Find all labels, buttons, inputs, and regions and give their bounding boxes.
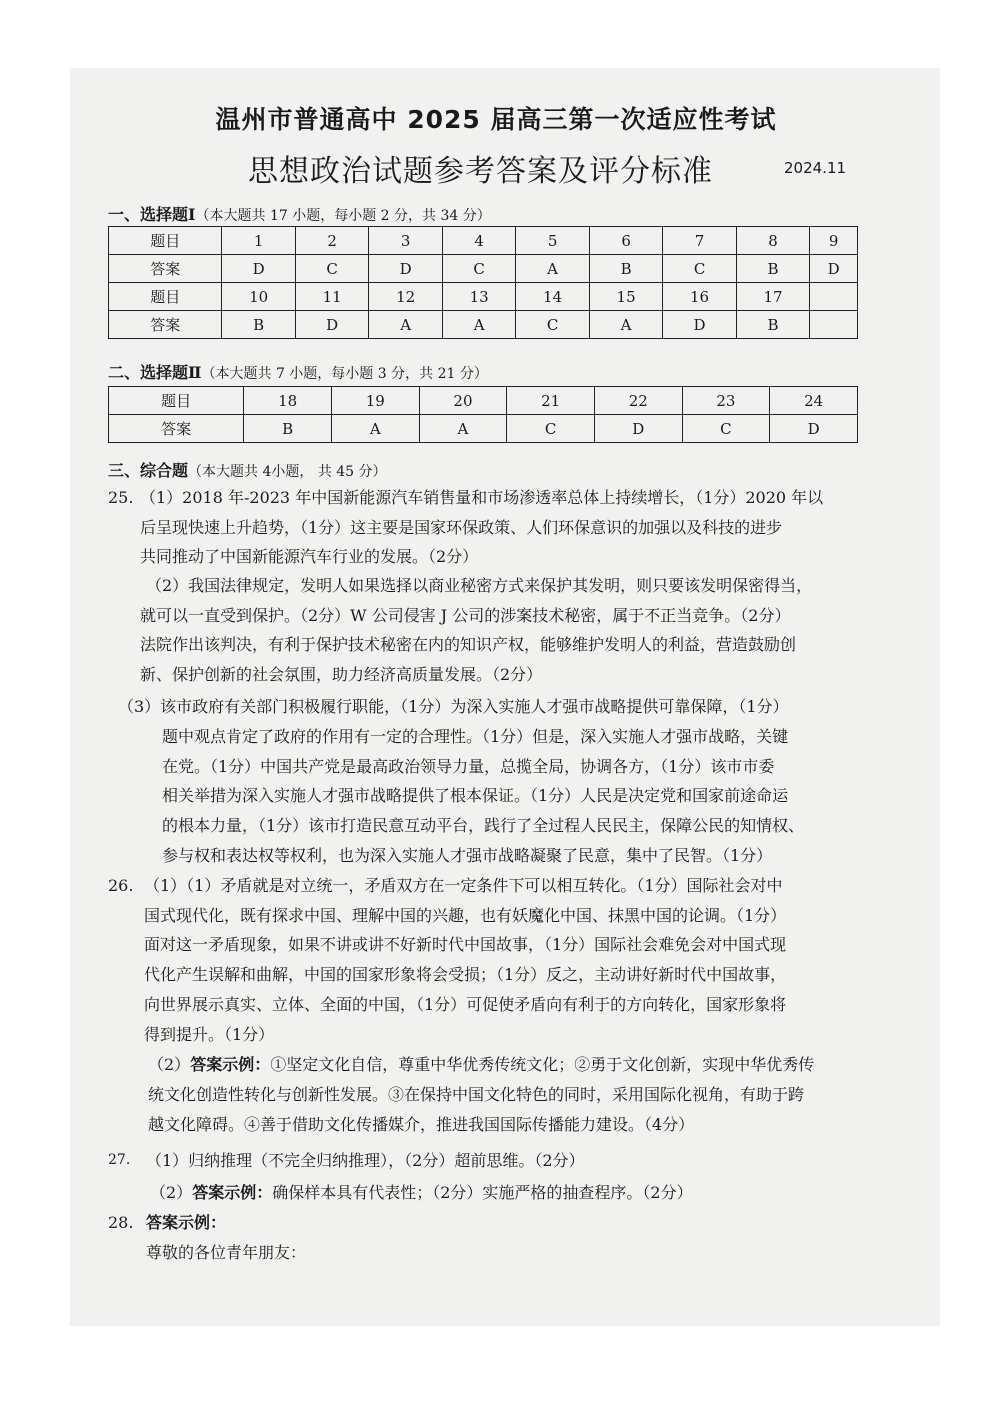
text-line: 新、保护创新的社会氛围，助力经济高质量发展。（2分） [140, 665, 543, 685]
text-line: 题中观点肯定了政府的作用有一定的合理性。（1分）但是，深入实施人才强市战略，关键 [162, 727, 789, 746]
text-line: 国式现代化，既有探求中国、理解中国的兴趣，也有妖魔化中国、抹黑中国的论调。（1分） [144, 905, 787, 925]
question-number-26: 26. [108, 876, 134, 895]
choice-answer-table-2 [108, 386, 858, 443]
table-cell: A [419, 415, 507, 443]
table-cell: 5 [516, 227, 589, 255]
table-cell: 23 [682, 387, 770, 415]
q28-answer-example-label [146, 1208, 226, 1238]
row-header-cell: 题目 [109, 227, 222, 255]
section3-note: （本大题共 4小题， 共 45 分） [188, 464, 387, 480]
row-header-cell: 答案 [109, 255, 222, 283]
table-cell: D [663, 311, 736, 339]
section2-note: （本大题共 7 小题，每小题 3 分，共 21 分） [201, 366, 488, 382]
q25-part3-first-line: （3）该市政府有关部门积极履行职能，（1分）为深入实施人才强市战略提供可靠保障，（1分） [118, 697, 789, 716]
q26-part2 [148, 1080, 804, 1139]
table-cell: 8 [736, 227, 809, 255]
table-cell: 12 [369, 283, 442, 311]
table-cell: A [589, 311, 662, 339]
table-cell: 16 [663, 283, 736, 311]
table-cell: 15 [589, 283, 662, 311]
text-line: 后呈现快速上升趋势，（1分）这主要是国家环保政策、人们环保意识的加强以及科技的进步 [140, 517, 783, 537]
table-cell: B [736, 311, 809, 339]
table-cell: 24 [770, 387, 858, 415]
text-line: 参与权和表达权等权利，也为深入实施人才强市战略凝聚了民意，集中了民智。（1分） [162, 845, 773, 865]
section3-heading [108, 458, 387, 481]
document-date: 2024.11 [784, 159, 847, 177]
q27-part2-text: 确保样本具有代表性；（2分）实施严格的抽查程序。（2分） [272, 1183, 693, 1202]
table-cell: B [244, 415, 332, 443]
row-header-cell: 题目 [109, 387, 244, 415]
text-line: 的根本力量，（1分）该市打造民意互动平台，践行了全过程人民民主，保障公民的知情权、 [162, 816, 805, 836]
table-cell: A [369, 311, 442, 339]
table-cell: B [736, 255, 809, 283]
table-cell: A [516, 255, 589, 283]
table-cell: 18 [244, 387, 332, 415]
row-header-cell: 题目 [109, 283, 222, 311]
table-cell: C [663, 255, 736, 283]
q28-label-text: 答案示例： [146, 1213, 227, 1232]
table-cell: D [770, 415, 858, 443]
document-title: 温州市普通高中 2025 届高三第一次适应性考试 [215, 105, 777, 134]
section1-heading [108, 202, 491, 225]
table-cell: C [682, 415, 770, 443]
text-line: 法院作出该判决，有利于保护技术秘密在内的知识产权，能够维护发明人的利益，营造鼓励创 [140, 635, 797, 655]
table-cell: D [369, 255, 442, 283]
table-cell: D [295, 311, 368, 339]
table-cell: D [594, 415, 682, 443]
section3-title: 三、综合题 [108, 461, 189, 480]
q27-answer-example-label: 答案示例： [192, 1183, 273, 1202]
q27-part2 [150, 1178, 693, 1208]
question-number-27: 27. [108, 1152, 131, 1168]
text-line: 得到提升。（1分） [144, 1024, 275, 1044]
text-line: （2）我国法律规定，发明人如果选择以商业秘密方式来保护其发明，则只要该发明保密得当， [146, 576, 813, 595]
text-line: 相关举措为深入实施人才强市战略提供了根本保证。（1分）人民是决定党和国家前途命运 [162, 786, 789, 806]
table-cell: 9 [810, 227, 858, 255]
text-line: （1）（1）矛盾就是对立统一，矛盾双方在一定条件下可以相互转化。（1分）国际社会对中 [144, 876, 783, 895]
table-cell: 6 [589, 227, 662, 255]
table-cell: 13 [442, 283, 515, 311]
table-row [109, 311, 858, 339]
text-line: 面对这一矛盾现象，如果不讲或讲不好新时代中国故事，（1分）国际社会难免会对中国式现 [144, 935, 787, 955]
text-line: 在党。（1分）中国共产党是最高政治领导力量，总揽全局，协调各方，（1分）该市市委 [162, 756, 775, 776]
q27-part1: （1）归纳推理（不完全归纳推理），（2分）超前思维。（2分） [146, 1151, 585, 1170]
row-header-cell: 答案 [109, 415, 244, 443]
q26-answer-example-label: 答案示例： [190, 1055, 271, 1074]
table-cell: 4 [442, 227, 515, 255]
section1-title: 一、选择题Ⅰ [108, 205, 196, 224]
table-cell: 19 [331, 387, 419, 415]
table-cell: 17 [736, 283, 809, 311]
table-cell: 22 [594, 387, 682, 415]
table-cell: B [222, 311, 295, 339]
table-row [109, 415, 858, 443]
q26-part2-text: ①坚定文化自信，尊重中华优秀传统文化；②勇于文化创新，实现中华优秀传 [270, 1055, 815, 1074]
q27-part2-prefix: （2） [150, 1183, 193, 1202]
table-cell: C [507, 415, 595, 443]
text-line: 共同推动了中国新能源汽车行业的发展。（2分） [140, 547, 479, 567]
table-cell: D [810, 255, 858, 283]
table-cell: C [516, 311, 589, 339]
q25-part3 [162, 722, 804, 871]
table-cell [810, 311, 858, 339]
table-row [109, 255, 858, 283]
table-cell: 10 [222, 283, 295, 311]
section1-note: （本大题共 17 小题，每小题 2 分，共 34 分） [195, 208, 491, 224]
table-row [109, 227, 858, 255]
table-cell: A [331, 415, 419, 443]
table-cell: 2 [295, 227, 368, 255]
table-cell: 20 [419, 387, 507, 415]
section2-heading [108, 360, 488, 383]
table-cell: 11 [295, 283, 368, 311]
text-line: 就可以一直受到保护。（2分）W 公司侵害 J 公司的涉案技术秘密，属于不正当竞争。（2分） [140, 605, 791, 625]
table-cell: 7 [663, 227, 736, 255]
table-cell: 14 [516, 283, 589, 311]
document-subtitle: 思想政治试题参考答案及评分标准 [248, 154, 713, 189]
q25-part2 [140, 571, 812, 690]
table-row [109, 387, 858, 415]
text-line: （1）2018 年-2023 年中国新能源汽车销售量和市场渗透率总体上持续增长，（1分）2020 年以 [140, 488, 824, 507]
text-line: 向世界展示真实、立体、全面的中国，（1分）可促使矛盾向有利于的方向转化，国家形象将 [144, 994, 787, 1014]
table-cell: C [295, 255, 368, 283]
q26-part1 [144, 871, 786, 1049]
q25-part1 [140, 483, 823, 572]
table-cell [810, 283, 858, 311]
text-line: 越文化障碍。④善于借助文化传播媒介，推进我国国际传播能力建设。（4分） [148, 1114, 695, 1134]
text-line: 代化产生误解和曲解，中国的国家形象将会受损；（1分）反之，主动讲好新时代中国故事， [144, 965, 787, 985]
q28-greeting: 尊敬的各位青年朋友： [146, 1243, 307, 1262]
text-line: 统文化创造性转化与创新性发展。③在保持中国文化特色的同时，采用国际化视角，有助于跨 [148, 1085, 805, 1104]
table-cell: B [589, 255, 662, 283]
table-cell: D [222, 255, 295, 283]
table-row [109, 283, 858, 311]
q26-part2-prefix: （2） [148, 1055, 191, 1074]
row-header-cell: 答案 [109, 311, 222, 339]
table-cell: 1 [222, 227, 295, 255]
question-number-25: 25. [108, 488, 134, 507]
table-cell: 3 [369, 227, 442, 255]
table-cell: C [442, 255, 515, 283]
choice-answer-table-1 [108, 226, 858, 339]
q26-part2-first-line [148, 1050, 814, 1080]
table-cell: 21 [507, 387, 595, 415]
section2-title: 二、选择题Ⅱ [108, 363, 202, 382]
question-number-28: 28. [108, 1213, 134, 1232]
table-cell: A [442, 311, 515, 339]
